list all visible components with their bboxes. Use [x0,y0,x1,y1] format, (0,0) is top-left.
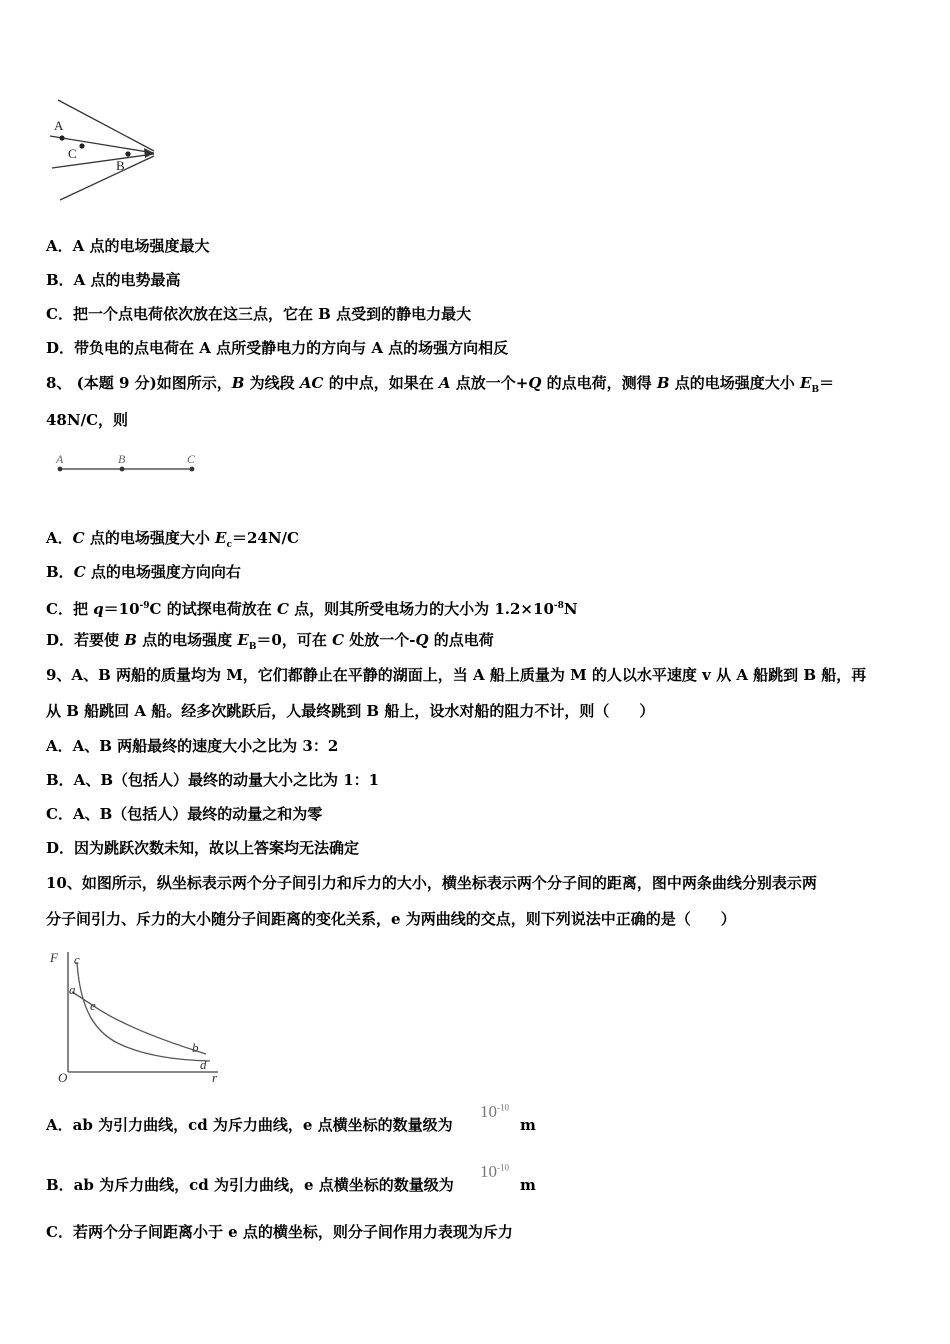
q8-option-b: B．C 点的电场强度方向向右 [46,563,241,581]
q9-option-b: B．A、B（包括人）最终的动量大小之比为 1：1 [46,771,380,789]
q10-option-c: C．若两个分子间距离小于 e 点的横坐标，则分子间作用力表现为斥力 [46,1223,513,1241]
segment-abc-figure [52,452,202,478]
q10-option-a-unit: m [520,1116,536,1134]
label-b: B [116,158,125,173]
q9-option-d: D．因为跳跃次数未知，故以上答案均无法确定 [46,839,360,857]
q7-option-d: D．带负电的点电荷在 A 点所受静电力的方向与 A 点的场强方向相反 [46,339,509,357]
field-lines-figure [44,96,164,206]
q9-stem-line1: 9、A、B 两船的质量均为 M，它们都静止在平静的湖面上，当 A 船上质量为 M 的人以水平速度 v 从 A 船跳到 B 船，再 [46,666,867,684]
label-o: O [58,1070,68,1085]
label-c: C [68,146,77,161]
q10-stem-line2: 分子间引力、斥力的大小随分子间距离的变化关系，e 为两曲线的交点，则下列说法中正确的是（ ） [46,910,736,928]
q9-option-a: A．A、B 两船最终的速度大小之比为 3：2 [46,737,339,755]
q8-stem-line1: 8、 (本题 9 分)如图所示，B 为线段 AC 的中点，如果在 A 点放一个+Q 的点电荷，测得 B 点的电场强度大小 $E_B=$ [46,374,835,395]
label-c: C [187,452,196,466]
q7-option-b: B．A 点的电势最高 [46,271,181,289]
q9-stem-line2: 从 B 船跳回 A 船。经多次跳跃后，人最终跳到 B 船上，设水对船的阻力不计，则（ ） [46,702,655,720]
q9-option-c: C．A、B（包括人）最终的动量之和为零 [46,805,323,823]
label-d: d [200,1057,207,1072]
q8-stem-line2: 48N/C，则 [46,411,129,429]
label-e: e [90,998,96,1013]
q10-option-a: A．ab 为引力曲线，cd 为斥力曲线，e 点横坐标的数量级为 [46,1116,453,1134]
q8-option-a: A．C 点的电场强度大小 $E_c=24N/C$ [46,529,299,550]
molecular-force-graph [46,948,226,1090]
q10-option-b-power: $10^{-10}$ [480,1162,509,1181]
label-a: A [56,452,64,466]
label-c: c [74,952,80,967]
q10-option-b-unit: m [520,1176,536,1194]
label-a: A [54,118,64,133]
q8-option-d: D．若要使 B 点的电场强度 $E_B=0$，可在 C 处放一个-Q 的点电荷 [46,631,494,652]
label-b: B [118,452,126,466]
q10-stem-line1: 10、如图所示，纵坐标表示两个分子间引力和斥力的大小，横坐标表示两个分子间的距离，图中两条曲线分别表示两 [46,874,817,892]
label-f: F [50,950,58,965]
q10-option-b: B．ab 为斥力曲线，cd 为引力曲线，e 点横坐标的数量级为 [46,1176,454,1194]
q8-option-c: C．把 $q=10^{-9}C$ 的试探电荷放在 C 点，则其所受电场力的大小为 $1.2\times 10^{-8}N$ [46,600,578,618]
label-a: a [69,982,76,997]
q7-option-a: A．A 点的电场强度最大 [46,237,210,255]
q7-option-c: C．把一个点电荷依次放在这三点，它在 B 点受到的静电力最大 [46,305,472,323]
label-b: b [192,1040,199,1055]
q10-option-a-power: $10^{-10}$ [480,1102,509,1121]
label-r: r [212,1070,218,1085]
